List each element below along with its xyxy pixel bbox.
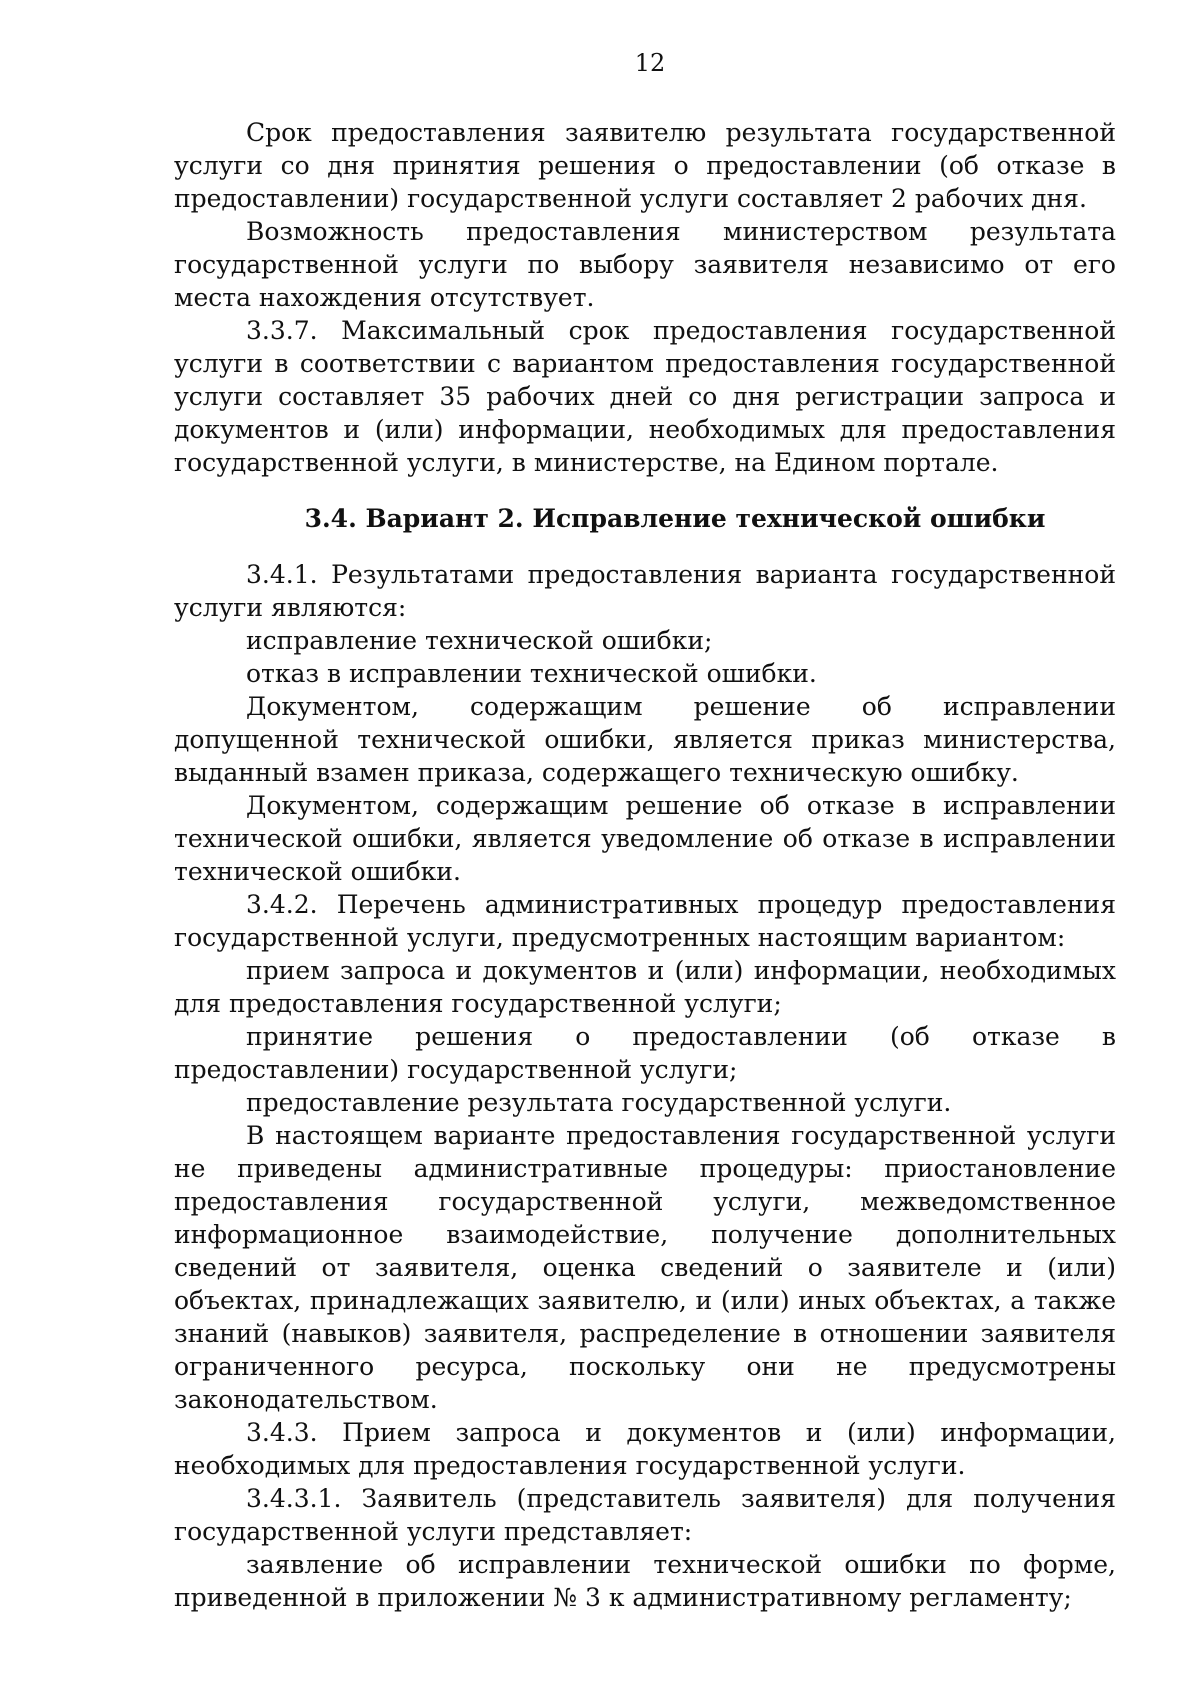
list-item: заявление об исправлении технической ошибки по форме, приведенной в приложении № 3 к административному регламенту; xyxy=(174,1550,1116,1612)
document-body xyxy=(174,116,1116,1614)
list-item: исправление технической ошибки; xyxy=(246,626,713,655)
paragraph: 3.4.3. Прием запроса и документов и (или) информации, необходимых для предоставления государственной услуги. xyxy=(174,1418,1116,1480)
paragraph: Возможность предоставления министерством результата государственной услуги по выбору заявителя независимо от его места нахождения отсутствует. xyxy=(174,217,1116,312)
list-item: отказ в исправлении технической ошибки. xyxy=(246,659,817,688)
paragraph: Документом, содержащим решение об исправлении допущенной технической ошибки, является приказ министерства, выданный взамен приказа, содержащего техническую ошибку. xyxy=(174,692,1116,787)
paragraph: 3.3.7. Максимальный срок предоставления государственной услуги в соответствии с вариантом предоставления государственной услуги составляет 35 рабочих дней со дня регистрации запроса и документов и (или) информации, необходимых для предоставления государственной услуги, в министерстве, на Едином портале. xyxy=(174,316,1116,477)
list-item: прием запроса и документов и (или) информации, необходимых для предоставления государственной услуги; xyxy=(174,956,1116,1018)
paragraph: 3.4.1. Результатами предоставления варианта государственной услуги являются: xyxy=(174,560,1116,622)
list-item: предоставление результата государственной услуги. xyxy=(246,1088,952,1117)
paragraph: Документом, содержащим решение об отказе в исправлении технической ошибки, является уведомление об отказе в исправлении технической ошибки. xyxy=(174,791,1116,886)
list-item: принятие решения о предоставлении (об отказе в предоставлении) государственной услуги; xyxy=(174,1022,1116,1084)
section-heading: 3.4. Вариант 2. Исправление технической ошибки xyxy=(304,504,1046,533)
paragraph: 3.4.2. Перечень административных процедур предоставления государственной услуги, предусмотренных настоящим вариантом: xyxy=(174,890,1116,952)
paragraph: В настоящем варианте предоставления государственной услуги не приведены административные процедуры: приостановление предоставления государственной услуги, межведомственное информационное взаимодействие, получение дополнительных сведений от заявителя, оценка сведений о заявителе и (или) объектах, принадлежащих заявителю, и (или) иных объектах, а также знаний (навыков) заявителя, распределение в отношении заявителя ограниченного ресурса, поскольку они не предусмотрены законодательством. xyxy=(174,1121,1116,1414)
page-number: 12 xyxy=(634,49,666,77)
paragraph: Срок предоставления заявителю результата государственной услуги со дня принятия решения о предоставлении (об отказе в предоставлении) государственной услуги составляет 2 рабочих дня. xyxy=(174,118,1116,213)
paragraph: 3.4.3.1. Заявитель (представитель заявителя) для получения государственной услуги представляет: xyxy=(174,1484,1116,1546)
